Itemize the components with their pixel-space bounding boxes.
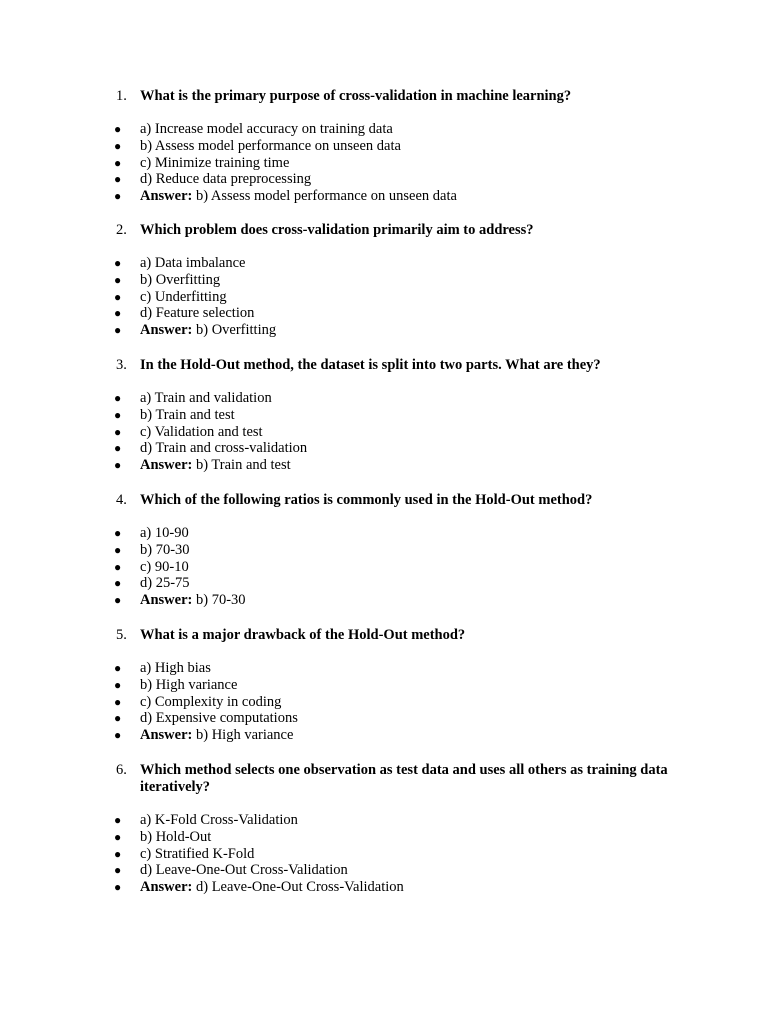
option-item: [0, 121, 768, 138]
option-item: [0, 542, 768, 559]
option-text: b) Overfitting: [140, 271, 221, 288]
question-number: 6.: [116, 762, 127, 778]
bullet-icon: ●: [114, 306, 122, 321]
option-text: b) Assess model performance on unseen data: [140, 137, 401, 154]
question-5: [0, 627, 768, 744]
question-text: Which method selects one observation as test data and uses all others as training data iteratively?: [140, 762, 668, 795]
option-item: [0, 677, 768, 694]
bullet-icon: ●: [114, 323, 122, 338]
answer-line: [140, 879, 404, 896]
option-text: b) 70-30: [140, 541, 190, 558]
option-text: d) Leave-One-Out Cross-Validation: [140, 862, 348, 879]
bullet-icon: ●: [114, 155, 122, 170]
option-item: [0, 440, 768, 457]
bullet-icon: ●: [114, 593, 122, 608]
bullet-icon: ●: [114, 880, 122, 895]
answer-label: Answer:: [140, 592, 193, 609]
question-2: [0, 222, 768, 339]
option-list: [0, 812, 768, 896]
question-text: Which of the following ratios is commonly used in the Hold-Out method?: [140, 492, 593, 508]
answer-item: [0, 592, 768, 609]
option-list: [0, 660, 768, 744]
option-text: c) Validation and test: [140, 423, 263, 440]
option-text: a) Increase model accuracy on training data: [140, 121, 393, 137]
bullet-icon: ●: [114, 661, 122, 675]
question-text: In the Hold-Out method, the dataset is split into two parts. What are they?: [140, 357, 601, 373]
question-number: 4.: [116, 492, 127, 508]
bullet-icon: ●: [114, 138, 122, 153]
answer-item: [0, 457, 768, 474]
option-item: [0, 710, 768, 727]
answer-text: b) High variance: [195, 727, 294, 744]
answer-line: [140, 727, 293, 744]
option-text: d) Train and cross-validation: [140, 440, 308, 457]
answer-text: b) Overfitting: [195, 322, 277, 339]
question-text: What is the primary purpose of cross-validation in machine learning?: [140, 88, 572, 104]
answer-text: b) Train and test: [195, 457, 291, 474]
answer-text: d) Leave-One-Out Cross-Validation: [195, 879, 404, 896]
answer-label: Answer:: [140, 188, 193, 205]
question-6: [0, 762, 768, 896]
question-6-header: [0, 762, 768, 796]
bullet-icon: ●: [114, 694, 122, 709]
option-item: [0, 812, 768, 829]
question-text: What is a major drawback of the Hold-Out method?: [140, 627, 466, 643]
bullet-icon: ●: [114, 272, 122, 287]
bullet-icon: ●: [114, 829, 122, 844]
option-item: [0, 862, 768, 879]
option-item: [0, 660, 768, 677]
answer-item: [0, 727, 768, 744]
option-text: c) Minimize training time: [140, 154, 290, 171]
bullet-icon: ●: [114, 711, 122, 726]
option-text: d) 25-75: [140, 575, 190, 592]
question-number: 1.: [116, 88, 127, 104]
bullet-icon: ●: [114, 391, 122, 405]
question-1-header: [0, 88, 768, 105]
question-5-header: [0, 627, 768, 644]
bullet-icon: ●: [114, 542, 122, 557]
bullet-icon: ●: [114, 728, 122, 743]
option-text: d) Expensive computations: [140, 710, 298, 727]
answer-label: Answer:: [140, 879, 193, 896]
bullet-icon: ●: [114, 424, 122, 439]
option-item: [0, 305, 768, 322]
option-text: a) High bias: [140, 660, 211, 676]
option-text: c) Complexity in coding: [140, 693, 282, 710]
answer-text: b) Assess model performance on unseen data: [195, 188, 457, 205]
bullet-icon: ●: [114, 559, 122, 574]
bullet-icon: ●: [114, 172, 122, 187]
option-item: [0, 407, 768, 424]
bullet-icon: ●: [114, 441, 122, 456]
option-text: a) Data imbalance: [140, 255, 246, 271]
option-list: [0, 255, 768, 339]
answer-label: Answer:: [140, 727, 193, 744]
answer-item: [0, 322, 768, 339]
question-number: 2.: [116, 222, 127, 238]
option-text: a) Train and validation: [140, 390, 272, 406]
bullet-icon: ●: [114, 189, 122, 204]
question-2-header: [0, 222, 768, 239]
option-item: [0, 694, 768, 711]
answer-label: Answer:: [140, 457, 193, 474]
option-list: [0, 121, 768, 205]
bullet-icon: ●: [114, 576, 122, 591]
option-text: a) 10-90: [140, 525, 189, 541]
answer-label: Answer:: [140, 322, 193, 339]
question-text: Which problem does cross-validation primarily aim to address?: [140, 222, 534, 238]
bullet-icon: ●: [114, 813, 122, 827]
option-item: [0, 559, 768, 576]
option-item: [0, 171, 768, 188]
bullet-icon: ●: [114, 526, 122, 540]
question-4: [0, 492, 768, 609]
option-item: [0, 846, 768, 863]
option-text: a) K-Fold Cross-Validation: [140, 812, 298, 828]
answer-item: [0, 879, 768, 896]
option-item: [0, 155, 768, 172]
question-4-header: [0, 492, 768, 509]
question-1: [0, 88, 768, 205]
option-item: [0, 424, 768, 441]
bullet-icon: ●: [114, 863, 122, 878]
answer-line: [140, 457, 291, 474]
option-text: d) Reduce data preprocessing: [140, 171, 312, 188]
option-item: [0, 525, 768, 542]
bullet-icon: ●: [114, 289, 122, 304]
option-item: [0, 138, 768, 155]
answer-text: b) 70-30: [195, 592, 246, 609]
bullet-icon: ●: [114, 846, 122, 861]
option-text: c) 90-10: [140, 558, 189, 575]
bullet-icon: ●: [114, 458, 122, 473]
option-list: [0, 525, 768, 609]
option-text: d) Feature selection: [140, 305, 255, 322]
question-number: 3.: [116, 357, 127, 373]
option-text: b) High variance: [140, 676, 238, 693]
bullet-icon: ●: [114, 407, 122, 422]
option-list: [0, 390, 768, 474]
option-item: [0, 575, 768, 592]
option-item: [0, 272, 768, 289]
bullet-icon: ●: [114, 256, 122, 270]
answer-line: [140, 592, 246, 609]
option-item: [0, 289, 768, 306]
option-text: b) Train and test: [140, 406, 235, 423]
option-item: [0, 390, 768, 407]
option-text: c) Stratified K-Fold: [140, 845, 255, 862]
option-item: [0, 829, 768, 846]
option-item: [0, 255, 768, 272]
answer-line: [140, 188, 457, 205]
answer-line: [140, 322, 276, 339]
answer-item: [0, 188, 768, 205]
bullet-icon: ●: [114, 122, 122, 136]
bullet-icon: ●: [114, 677, 122, 692]
question-3-header: [0, 357, 768, 374]
question-number: 5.: [116, 627, 127, 643]
question-3: [0, 357, 768, 474]
option-text: c) Underfitting: [140, 288, 227, 305]
option-text: b) Hold-Out: [140, 828, 212, 845]
